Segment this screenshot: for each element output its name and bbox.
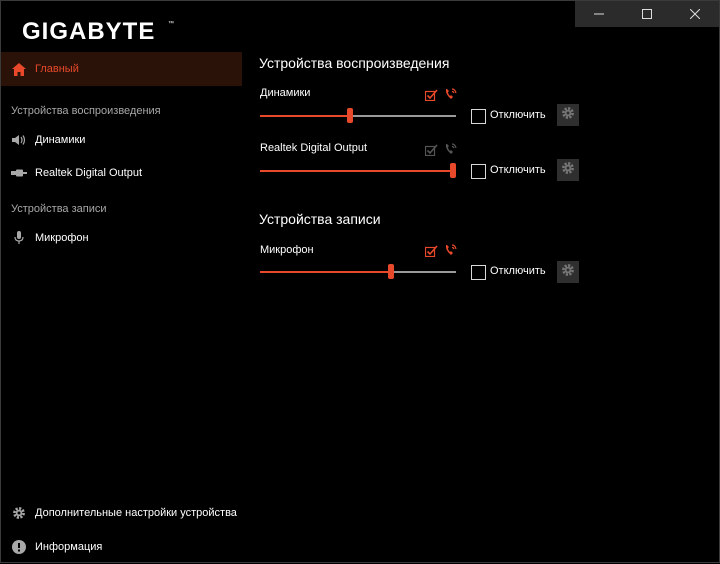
- svg-text:™: ™: [168, 21, 174, 27]
- gear-icon: [561, 161, 575, 180]
- volume-slider-track[interactable]: [260, 115, 456, 117]
- sidebar-item-label: Дополнительные настройки устройства: [35, 507, 237, 519]
- sidebar-item-digital-output[interactable]: [1, 156, 242, 190]
- device-settings-button[interactable]: [557, 159, 579, 181]
- default-device-icon[interactable]: [424, 88, 438, 102]
- gear-icon: [561, 106, 575, 125]
- volume-slider-rest: [350, 115, 456, 117]
- sidebar-item-label: Микрофон: [35, 232, 89, 244]
- device-settings-button[interactable]: [557, 104, 579, 126]
- mute-checkbox[interactable]: [471, 164, 486, 179]
- mute-label: Отключить: [490, 164, 546, 176]
- sidebar-item-microphone[interactable]: [1, 221, 242, 255]
- maximize-button[interactable]: [623, 1, 671, 27]
- digital-output-icon: [11, 165, 27, 181]
- device-name: Динамики: [260, 87, 311, 99]
- volume-slider-thumb[interactable]: [388, 264, 394, 279]
- volume-slider-fill: [260, 170, 456, 172]
- sidebar-item-speakers[interactable]: [1, 123, 242, 157]
- minimize-button[interactable]: [575, 1, 623, 27]
- sidebar-item-info[interactable]: [1, 530, 242, 564]
- sidebar-item-advanced-settings[interactable]: [1, 496, 242, 530]
- default-communication-icon[interactable]: [444, 142, 458, 156]
- maximize-icon: [642, 9, 652, 19]
- playback-section-title: Устройства воспроизведения: [259, 55, 450, 71]
- sidebar-playback-header: Устройства воспроизведения: [11, 105, 161, 117]
- sidebar-item-label: Динамики: [35, 134, 86, 146]
- sidebar-recording-header: Устройства записи: [11, 203, 107, 215]
- mute-checkbox[interactable]: [471, 265, 486, 280]
- default-device-icon[interactable]: [424, 244, 438, 258]
- gear-icon: [11, 505, 27, 521]
- sidebar-item-label: Информация: [35, 541, 103, 553]
- gigabyte-logo: [22, 17, 182, 45]
- speaker-icon: [11, 132, 27, 148]
- logo-text: GIGABYTE: [22, 18, 156, 45]
- minimize-icon: [594, 9, 604, 19]
- device-name: Микрофон: [260, 244, 314, 256]
- volume-slider-thumb[interactable]: [347, 108, 353, 123]
- volume-slider-rest: [391, 271, 456, 273]
- volume-slider-fill: [260, 115, 350, 117]
- device-name: Realtek Digital Output: [260, 142, 367, 154]
- close-button[interactable]: [671, 1, 719, 27]
- default-communication-icon[interactable]: [444, 243, 458, 257]
- sidebar-item-label: Главный: [35, 63, 79, 75]
- volume-slider-fill: [260, 271, 391, 273]
- sidebar-item-label: Realtek Digital Output: [35, 167, 142, 179]
- recording-section-title: Устройства записи: [259, 211, 381, 227]
- microphone-icon: [11, 230, 27, 246]
- default-communication-icon[interactable]: [444, 87, 458, 101]
- close-icon: [690, 9, 700, 19]
- volume-slider-track[interactable]: [260, 170, 456, 172]
- window-controls: [575, 1, 719, 27]
- default-device-icon[interactable]: [424, 143, 438, 157]
- mute-checkbox[interactable]: [471, 109, 486, 124]
- sidebar-item-home[interactable]: [1, 52, 242, 86]
- info-icon: [11, 539, 27, 555]
- device-settings-button[interactable]: [557, 261, 579, 283]
- mute-label: Отключить: [490, 265, 546, 277]
- gear-icon: [561, 263, 575, 282]
- volume-slider-track[interactable]: [260, 271, 456, 273]
- mute-label: Отключить: [490, 109, 546, 121]
- volume-slider-thumb[interactable]: [450, 163, 456, 178]
- home-icon: [11, 61, 27, 77]
